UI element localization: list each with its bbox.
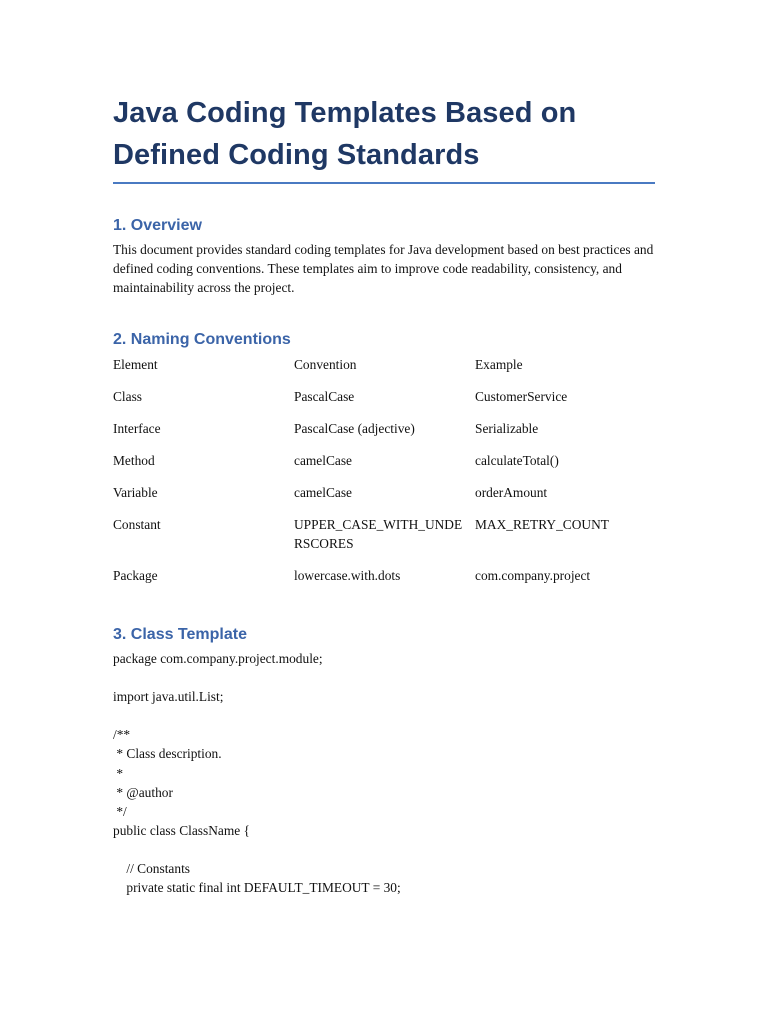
table-row <box>113 516 655 553</box>
naming-conventions-table <box>113 356 655 585</box>
table-header-row <box>113 356 655 375</box>
code-line <box>113 840 655 859</box>
code-line <box>113 706 655 725</box>
table-row <box>113 484 655 503</box>
code-line: private static final int DEFAULT_TIMEOUT = 30; <box>113 880 401 896</box>
document-page <box>113 92 655 897</box>
code-line: public class ClassName { <box>113 822 250 838</box>
code-line: // Constants <box>113 861 191 877</box>
class-template-heading: 3. Class Template <box>113 626 247 643</box>
code-line: import java.util.List; <box>113 689 224 705</box>
table-cell: calculateTotal() <box>475 453 559 468</box>
table-row <box>113 388 655 407</box>
title-line: Java Coding Templates Based on <box>113 97 577 129</box>
table-cell: CustomerService <box>475 389 568 404</box>
table-cell: orderAmount <box>475 485 548 500</box>
code-line: /** <box>113 727 131 743</box>
code-line: * <box>113 765 124 781</box>
naming-conventions-heading: 2. Naming Conventions <box>113 331 291 348</box>
table-cell: Class <box>113 389 143 404</box>
table-row <box>113 452 655 471</box>
title-line: Defined Coding Standards <box>113 139 480 171</box>
table-cell: Serializable <box>475 421 539 436</box>
table-row <box>113 567 655 586</box>
table-header-cell: Element <box>113 357 158 372</box>
table-row <box>113 420 655 439</box>
table-cell: MAX_RETRY_COUNT <box>475 517 609 532</box>
overview-heading: 1. Overview <box>113 217 202 234</box>
table-cell: Package <box>113 567 158 583</box>
code-line: package com.company.project.module; <box>113 651 323 666</box>
overview-paragraph: This document provides standard coding templates for Java development based on best practices and defined coding conventions. These templates aim to improve code readability, consistency, and maintainability across the project. <box>113 242 654 295</box>
class-template-code <box>113 649 655 897</box>
code-line <box>113 668 655 687</box>
table-cell: Variable <box>113 485 158 500</box>
table-cell: com.company.project <box>475 567 591 583</box>
table-header-cell: Example <box>475 357 523 372</box>
table-cell: camelCase <box>294 453 352 468</box>
table-cell: PascalCase (adjective) <box>294 421 415 436</box>
code-line: * @author <box>113 784 173 800</box>
table-cell: Method <box>113 453 155 468</box>
table-cell: camelCase <box>294 485 352 500</box>
document-title <box>113 92 655 184</box>
table-cell: Interface <box>113 421 161 436</box>
table-cell: PascalCase <box>294 389 355 404</box>
table-cell: Constant <box>113 517 161 532</box>
table-header-cell: Convention <box>294 357 357 372</box>
code-line: */ <box>113 803 127 819</box>
table-cell: UPPER_CASE_WITH_UNDERSCORES <box>294 517 463 551</box>
table-cell: lowercase.with.dots <box>294 567 401 583</box>
code-line: * Class description. <box>113 746 222 762</box>
